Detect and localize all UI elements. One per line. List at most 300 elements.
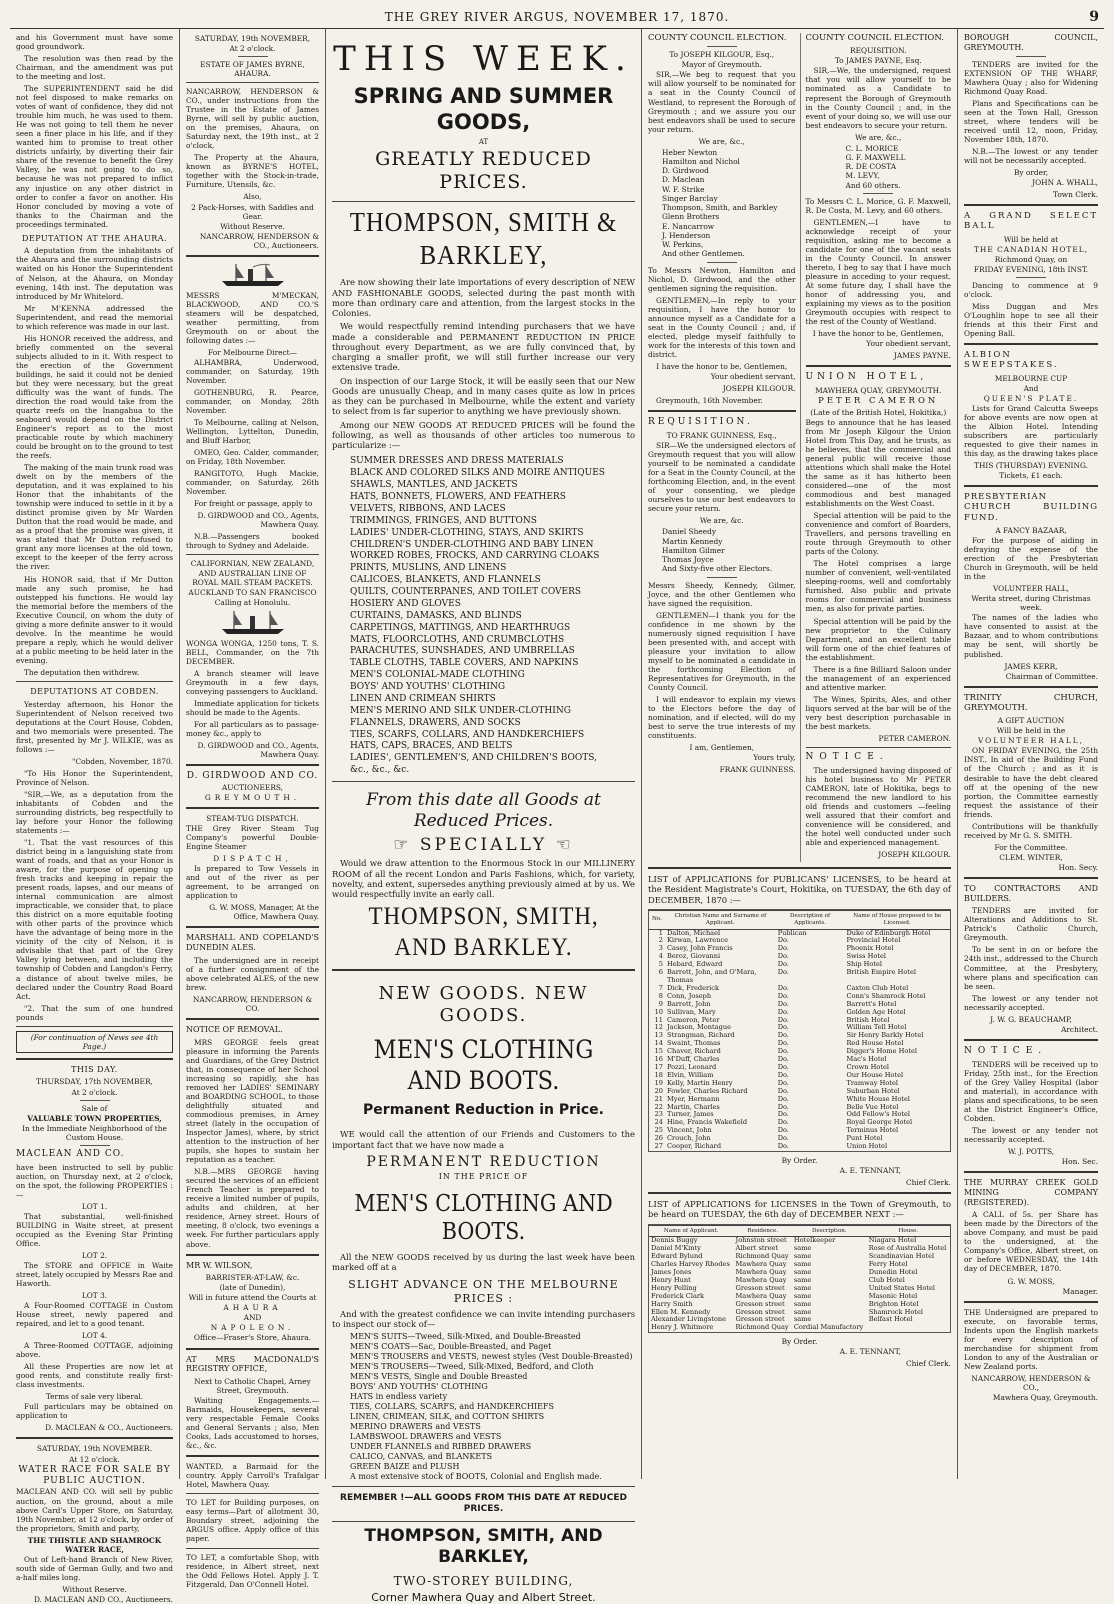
table-cell: Myer, Hermann — [667, 1094, 720, 1103]
table-cell: Do. — [777, 1039, 789, 1048]
ad-line: At 2 o'clock. — [71, 1087, 118, 1097]
table-cell: Masonic Hotel — [868, 1291, 918, 1300]
ad-heading: COUNTY COUNCIL ELECTION. — [648, 33, 787, 43]
table-cell: Cameron, Peter — [667, 1015, 720, 1024]
ad-line: Hon. Secy. — [1058, 862, 1098, 872]
pointing-hand-icon: ☜ — [555, 834, 574, 855]
paragraph: WONGA WONGA, 1250 tons, T. S. BELL, Commander, on the 7th DECEMBER. — [186, 638, 319, 666]
headline-mens-clothing-2: MEN'S CLOTHING AND BOOTS. — [354, 1190, 613, 1245]
list-item: Heber Newton — [662, 147, 718, 157]
table-cell: Do. — [777, 1078, 789, 1087]
table-cell: Fowler, Charles Richard — [667, 1086, 748, 1095]
table-cell: Rose of Australia Hotel — [868, 1244, 947, 1253]
table-cell: 10 — [654, 1007, 663, 1016]
ad-line: PETER CAMERON — [818, 396, 939, 407]
table-cell: Frederick Clark — [651, 1291, 705, 1300]
ad-line: AND — [243, 1313, 262, 1323]
ad-line: VOLUNTEER HALL, — [977, 736, 1085, 746]
list-item: And Sixty-five other Electors. — [662, 564, 773, 574]
table-cell: Crown Hotel — [846, 1062, 889, 1071]
ad-line: By order, — [1013, 167, 1049, 177]
paragraph: The lowest or any tender not necessarily accepted. — [964, 1125, 1098, 1144]
payne-requisition — [800, 33, 952, 862]
divider — [964, 877, 1098, 879]
paragraph: His HONOR received the address, and briefly commented on the several subjects alluded to in it. With respect to the erection of the Government buildings, he said it could not be denied but they were necessary, but the great difficulty was the want of funds. The direction the road would take from the quartz reefs on the Inangahua to the seaboard would depend on the District Engineer's report as to the most practicable route by which machinery could be brought on to the ground to test the reefs. — [16, 333, 173, 461]
list-item: FLANNELS, DRAWERS, AND SOCKS — [350, 717, 521, 728]
paragraph: "2. That the sum of one hundred pounds — [16, 1003, 173, 1022]
paragraph: TO LET for Building purposes, on easy terms—Part of allotment 30, Boundary street, adjoining the ARGUS office. Apply office of this paper. — [186, 1498, 319, 1544]
ad-line: We are, &c., — [698, 136, 745, 146]
divider — [186, 764, 319, 766]
table-cell: same — [793, 1260, 812, 1269]
list-item: And other Gentlemen. — [662, 249, 745, 259]
table-cell: Do. — [777, 960, 789, 969]
table-header-cell: Description. — [792, 1225, 867, 1237]
table-cell: Gresson street — [735, 1315, 785, 1324]
ad-line: Town Clerk. — [1053, 189, 1098, 199]
paragraph: The names of the ladies who have consented to assist at the Bazaar, and to whom contributions may be sent, will shortly be published. — [964, 613, 1098, 659]
headline-address: Corner Mawhera Quay and Albert Street. — [371, 1590, 596, 1604]
paragraph: Is prepared to Tow Vessels in and out of the river as per agreement, to be arranged on application to — [186, 864, 319, 901]
paragraph: His HONOR said, that if Mr Dutton made any such promise, he had outstepped his functions. He would lay the memorial before the members of the Executive Council, on whom the duty of giving a more definite answer to it would devolve. In the meantime he would prepare a reply, which he would deliver at a public meeting to be held later in the evening. — [16, 574, 173, 665]
lot-text: A Four-Roomed COTTAGE in Custom House street, newly papered and repaired, and let to a good tenant. — [16, 1301, 173, 1329]
list-item: LADIES', GENTLEMEN'S, AND CHILDREN'S BOOTS, — [350, 753, 597, 764]
ad-line: Will in future attend the Courts at — [188, 1293, 317, 1303]
divider — [186, 1254, 319, 1256]
list-item: BOYS' AND YOUTHS' CLOTHING — [350, 682, 506, 693]
list-item: MEN'S VESTS, Single and Double Breasted — [350, 1372, 528, 1382]
ad-line: For Melbourne Direct— — [207, 347, 297, 357]
paragraph: OMEO, Geo. Calder, commander, on Friday, 18th November. — [186, 448, 319, 467]
list-item: TIES, COLLARS, SCARFS, and HANDKERCHIEFS — [350, 1402, 554, 1412]
divider — [332, 1521, 635, 1522]
table-cell: Mac's Hotel — [846, 1055, 887, 1064]
signature: J. W. G. BEAUCHAMP, — [990, 1014, 1072, 1024]
table-cell: Do. — [777, 1142, 789, 1151]
paragraph: TO LET, a comfortable Shop, with residence, in Albert street, next the Odd Fellows Hotel. Apply J. T. Fitzgerald, Dan O'Connell Hotel. — [186, 1552, 319, 1589]
table-cell: Mawhera Quay — [735, 1267, 787, 1276]
clothing-list — [350, 1332, 635, 1482]
table-cell: 8 — [658, 991, 663, 1000]
divider — [1016, 56, 1046, 57]
signatory-list — [662, 148, 796, 259]
ad-line: A FANCY BAZAAR, — [995, 526, 1067, 536]
list-item: Martin Kennedy — [662, 536, 723, 546]
table-header-row — [649, 1225, 950, 1237]
table-cell: same — [793, 1307, 812, 1316]
divider — [332, 201, 635, 202]
table-cell: 21 — [654, 1094, 663, 1103]
table-cell: Henry Hunt — [651, 1275, 691, 1284]
divider — [332, 969, 635, 971]
ad-line: Mawhera Quay, Greymouth. — [992, 1392, 1098, 1402]
table-cell: Scandinavian Hotel — [868, 1252, 935, 1261]
table-cell: same — [793, 1267, 812, 1276]
list-item: UNDER FLANNELS and RIBBED DRAWERS — [350, 1442, 532, 1452]
paragraph: Special attention will be paid by the new proprietor to the Culinary Department, and an excellent table will form one of the chief features of the establishment. — [805, 616, 951, 662]
masthead-title: THE GREY RIVER ARGUS, NOVEMBER 17, 1870. — [384, 10, 730, 24]
paragraph: Full particulars may be obtained on application to — [16, 1402, 173, 1421]
ad-heading: COUNTY COUNCIL ELECTION. — [805, 33, 944, 43]
ad-heading: THE MURRAY CREEK GOLD MINING COMPANY (REGISTERED). — [964, 1178, 1098, 1207]
lot-number: LOT 1. — [81, 1201, 108, 1211]
paragraph: GOTHENBURG, R. Pearce, commander, on Monday, 28th November. — [186, 387, 319, 416]
signature: A. E. TENNANT, — [839, 1165, 901, 1175]
headline-firm-name: THOMPSON, SMITH & BARKLEY, — [349, 206, 618, 270]
table-cell: Cooper, Richard — [667, 1142, 722, 1151]
table-cell: Elvin, William — [667, 1070, 714, 1079]
table-cell: Swaint, Thomas — [667, 1039, 721, 1048]
signature: D. GIRDWOOD and CO., Agents, Mawhera Quay. — [197, 740, 319, 759]
table-cell: 4 — [658, 952, 663, 961]
table-cell: Ferry Hotel — [868, 1260, 908, 1269]
paragraph: Out of Left-hand Branch of New River, south side of German Gully, and two and a-half miles long. — [16, 1554, 173, 1582]
divider — [16, 1058, 173, 1060]
list-item: LADIES' UNDER-CLOTHING, STAYS, AND SKIRTS — [350, 527, 584, 538]
table-cell: 15 — [654, 1047, 663, 1056]
ad-line: MELBOURNE CUP — [994, 373, 1068, 383]
table-cell: Richmond Quay — [735, 1323, 789, 1332]
table-cell: same — [793, 1252, 812, 1261]
table-cell: 11 — [654, 1015, 663, 1024]
table-cell: William Tell Hotel — [846, 1023, 907, 1032]
table-cell: Do. — [777, 1031, 789, 1040]
table-cell: Henry Pelling — [651, 1283, 697, 1292]
signature: JOSEPH KILGOUR. — [722, 384, 796, 394]
paragraph: The Property at the Ahaura, known as BYRNE'S HOTEL, together with the Stock-in-trade, Furniture, Utensils, &c. — [186, 153, 319, 190]
table-header-cell: House. — [867, 1225, 950, 1237]
table-header-cell: Christian Name and Surname of Applicant. — [665, 910, 776, 929]
continuation-note: (For continuation of News see 4th Page.) — [16, 1031, 173, 1053]
table-cell: same — [793, 1283, 812, 1292]
list-item: BLACK AND COLORED SILKS AND MOIRE ANTIQUES — [350, 468, 605, 479]
list-item: CALICOES, BLANKETS, AND FLANNELS — [350, 575, 541, 586]
lot-number: LOT 4. — [81, 1331, 108, 1341]
divider — [332, 781, 635, 782]
ad-line: Without Reserve. — [62, 1584, 127, 1594]
table-cell: Daniel M'Kinty — [651, 1244, 701, 1253]
paragraph: For freight or passage, apply to — [194, 499, 313, 509]
table-cell: Cordial Manufactory — [793, 1323, 864, 1332]
table-header-cell: Description of Applicants. — [776, 910, 845, 929]
table-cell: Digger's Home Hotel — [846, 1047, 917, 1056]
steamship-icon — [218, 610, 288, 636]
list-item: D. Girdwood — [662, 166, 709, 176]
table-cell: Kirwan, Lawrence — [667, 936, 729, 945]
paragraph: There is a fine Billiard Saloon under the management of an experienced and attentive marker. — [805, 664, 951, 692]
ad-line: Werita street, during Christmas week. — [971, 594, 1091, 613]
signature: CLEM. WINTER, — [999, 852, 1063, 862]
signature: G. W. MOSS, — [1007, 1276, 1055, 1286]
table-cell: Do. — [777, 1102, 789, 1111]
masthead — [10, 6, 1104, 29]
headline-this-week: THIS WEEK. — [333, 39, 634, 79]
table-cell: Brighton Hotel — [868, 1299, 919, 1308]
table-cell: Do. — [777, 1134, 789, 1143]
divider — [186, 255, 319, 257]
table-cell: Mawhera Quay — [735, 1275, 787, 1284]
headline-remember: REMEMBER !—ALL GOODS FROM THIS DATE AT REDUCED PRICES. — [340, 1493, 627, 1515]
ad-line: By Order. — [781, 1337, 818, 1347]
ad-line: Chief Clerk. — [906, 1178, 951, 1187]
paragraph: "SIR,—We, as a deputation from the inhabitants of Cobden and the surrounding districts, beg respectfully to lay before your Honor the following statements :— — [16, 789, 173, 835]
table-cell: Do. — [777, 1118, 789, 1127]
list-item: Glenn Brothers — [662, 212, 720, 222]
table-cell: Tramway Hotel — [846, 1078, 898, 1087]
divider — [648, 410, 796, 412]
ad-heading: ESTATE OF JAMES BYRNE, AHAURA. — [200, 60, 305, 79]
paragraph: Begs to announce that he has leased from Mr Joseph Kilgour the Union Hotel from This Day, and he trusts, as he believes, that the commercial and general public will receive those attentions which shall make the Hotel the same as it has hitherto been considered—one of the most commodious and best managed establishments on the West Coast. — [805, 417, 951, 509]
paragraph: To Melbourne, calling at Nelson, Wellington, Lyttelton, Dunedin, and Bluff Harbor, — [186, 418, 319, 446]
ad-heading: CALIFORNIAN, NEW ZEALAND, AND AUSTRALIAN LINE OF ROYAL MAIL STEAM PACKETS. — [190, 559, 315, 587]
paragraph: GENTLEMEN—I thank you for the confidence in me shown by the numerously signed requisition I have been presented with, and accept with pleasure your invitation to allow myself to be nominated a candidate in the forthcoming Election of Representatives for Greymouth, in the County Council. — [648, 610, 796, 692]
divider — [964, 686, 1098, 688]
table-cell: same — [793, 1291, 812, 1300]
paragraph: Among our NEW GOODS AT REDUCED PRICES will be found the following, as well as thousands of other articles too numerous to particularize :— — [332, 419, 635, 451]
table-cell: Do. — [777, 1110, 789, 1119]
ad-line: By Order. — [781, 1155, 818, 1165]
kilgour-requisition — [648, 33, 800, 862]
page-number: 9 — [1089, 9, 1100, 25]
headline-firm-name-2: THOMPSON, SMITH, AND BARKLEY. — [368, 903, 599, 961]
ad-line: Hon. Sec. — [1061, 1157, 1098, 1167]
table-cell: Do. — [777, 999, 789, 1008]
table-cell: 13 — [654, 1031, 663, 1040]
table-cell: Dennis Buggy — [651, 1236, 698, 1245]
paragraph: To be sent in on or before the 24th inst., addressed to the Church Committee, at the Presbytery, where plans and specification can be seen. — [964, 945, 1098, 991]
ad-line: At 2 o'clock. — [229, 44, 276, 54]
list-item: Singer Barclay — [662, 193, 718, 203]
ad-line: THURSDAY, 17th NOVEMBER, — [36, 1077, 153, 1087]
paragraph: And with the greatest confidence we can invite intending purchasers to inspect our stock of— — [332, 1308, 635, 1330]
ad-heading: WATER RACE FOR SALE BY PUBLIC AUCTION. — [18, 1464, 171, 1486]
paragraph: MRS GEORGE feels great pleasure in informing the Parents and Guardians, of the Grey District that, in consequence of her School increasing so rapidly, she has removed her LADIES' SEMINARY and BOARDING SCHOOL, to those delightfully situated and commodious premises, in Arney street (lately in the occupation of Inspector James), where, by strict attention to the instruction of her pupils, she hopes to sustain her reputation as a teacher. — [186, 1037, 319, 1165]
divider — [332, 1486, 635, 1487]
table-cell: Dick, Frederick — [667, 983, 719, 992]
headline-spring-summer: SPRING AND SUMMER GOODS, — [353, 84, 614, 135]
paragraph: The SUPERINTENDENT said he did not feel disposed to make remarks on votes of want of confidence, they did not trouble him much, he was used to them. He was not going to tell them he never seen a finer place in his life, and if they wanted him to promise to treat other districts unfairly, by diverting their fair share of the revenue to benefit the Grey Valley, he was not going to do so, because he was not prepared to inflict any injustice on any other district in order to confer a favor on another. His Honor concluded by moving a vote of thanks to the Chairman and the proceedings terminated. — [16, 84, 173, 229]
list-item: R. DE COSTA — [845, 162, 897, 172]
table-cell: M'Duff, Charles — [667, 1055, 720, 1064]
list-item: CALICO, CANVAS, and BLANKETS — [350, 1452, 493, 1462]
table-cell: Belle Vue Hotel — [846, 1102, 899, 1111]
table-cell: British Hotel — [846, 1015, 890, 1024]
divider — [964, 1301, 1098, 1303]
list-item: SHAWLS, MANTLES, AND JACKETS — [350, 480, 518, 491]
signature: JAMES PAYNE. — [893, 351, 951, 361]
table-cell: 25 — [654, 1126, 663, 1135]
paragraph: Miss Duggan and Mrs O'Loughlin hope to see all their friends at this their First and Opening Ball. — [964, 301, 1098, 338]
ad-heading: ALBION SWEEPSTAKES. — [964, 349, 1059, 371]
signatory-list — [662, 527, 796, 573]
ad-heading: MR W. WILSON, — [186, 1260, 253, 1270]
ad-heading: AT MRS MACDONALD'S REGISTRY OFFICE, — [186, 1354, 319, 1374]
table-cell: Caxton Club Hotel — [846, 983, 909, 992]
paragraph: GENTLEMEN,—I have to acknowledge receipt of your requisition, asking me to become a candidate for one of the vacant seats in the County Council. In answer thereto, I beg to say that I have much pleasure in acceding to your request. At some future day, I shall have the honor of addressing you, and explaining my views as to the position Greymouth occupies with respect to the rest of the County of Westland. — [805, 217, 951, 327]
list-item: J. Henderson — [662, 230, 711, 240]
ad-line: We are, &c., — [855, 132, 902, 142]
table-cell: 23 — [654, 1110, 663, 1119]
headline-two-storey: TWO-STOREY BUILDING, — [393, 1573, 574, 1588]
list-item: Daniel Sheedy — [662, 527, 717, 537]
specially-label: SPECIALLY — [419, 834, 548, 855]
table-cell: Casey, John Francis — [667, 944, 733, 953]
paragraph: WE would call the attention of our Friends and Customers to the important fact that we have now made a — [332, 1129, 635, 1150]
paragraph: I will endeavor to explain my views to the Electors before the day of nomination, and if elected, will do my best to serve the true interests of my constituents. — [648, 695, 796, 741]
table-cell: Barrett, John — [667, 999, 711, 1008]
ad-line: Next to Catholic Chapel, Arney Street, Greymouth. — [194, 1377, 311, 1396]
ad-line: GREYMOUTH. — [204, 793, 301, 802]
paragraph: SIR,—We beg to request that you will allow yourself to be nominated for a seat in the County Council of Westland, to represent the Borough of Greymouth ; and we assure you our best endeavors shall be used to secure your return. — [648, 70, 796, 134]
divider — [964, 204, 1098, 206]
table-cell: Alexander Livingstone — [651, 1315, 726, 1324]
paragraph: SIR,—We, the undersigned, request that you will allow yourself to be nominated as a Candidate to represent the Borough of Greymouth in the County Council ; and, in the event of your doing so, we will use our best endeavors to secure your return. — [805, 66, 951, 130]
ad-line: SATURDAY, 19th NOVEMBER, — [194, 34, 311, 43]
divider — [186, 82, 319, 83]
table-cell: Duke of Edinburgh Hotel — [846, 928, 931, 937]
ad-line: MAWHERA QUAY, GREYMOUTH. — [815, 386, 942, 396]
table-cell: Gresson street — [735, 1283, 785, 1292]
table-cell: 16 — [654, 1055, 663, 1064]
table-cell: Swiss Hotel — [846, 952, 886, 961]
list-item: MEN'S MERINO AND SILK UNDER-CLOTHING — [350, 705, 571, 716]
headline-firm-name-3: THOMPSON, SMITH, AND BARKLEY, — [364, 1526, 603, 1568]
divider — [186, 807, 319, 809]
ad-line: Will be held at — [1003, 234, 1059, 244]
ad-line: 2 Pack-Horses, with Saddles and Gear. — [191, 202, 314, 221]
table-cell: Johnston street — [735, 1236, 787, 1245]
ad-line: Also, — [243, 192, 262, 202]
town-license-table — [648, 1224, 951, 1334]
headline-mens-clothing: MEN'S CLOTHING AND BOOTS. — [373, 1035, 594, 1095]
table-cell: Barrett, John, and O'Mara, Thomas — [667, 968, 757, 984]
divider — [16, 1026, 173, 1027]
paragraph: The making of the main trunk road was dwelt on by the members of the deputation, and it was explained to his Honor that the inhabitants of the township were induced to settle in it by a distinct promise given by Mr Warden Dutton that the road would be made, and as a proof that the promise was given, it was stated that Mr Dutton refused to grant any more licenses at the old town, except to the keeper of the ferry across the river. — [16, 463, 173, 572]
table-cell: Strangman, Richard — [667, 1031, 735, 1040]
divider — [16, 681, 173, 682]
section-heading: DEPUTATION AT THE AHAURA. — [21, 233, 168, 243]
table-cell: Ship Hotel — [846, 960, 883, 969]
ad-line: THE CANADIAN HOTEL, — [974, 244, 1088, 254]
paragraph: The lowest or any tender not necessarily accepted. — [964, 993, 1098, 1012]
list-item: MEN'S COLONIAL-MADE CLOTHING — [350, 670, 525, 681]
table-cell: Conn's Shamrock Hotel — [846, 991, 926, 1000]
ad-line: I have the honor to be, Gentlemen, — [656, 361, 788, 371]
paragraph: For all particulars as to passage-money &c., apply to — [186, 719, 319, 738]
signature: NANCARROW, HENDERSON & CO., Auctioneers. — [199, 231, 319, 250]
table-cell: Punt Hotel — [846, 1134, 883, 1143]
table-cell: Do. — [777, 1047, 789, 1056]
list-item: GREEN BAIZE and PLUSH — [350, 1462, 460, 1472]
table-cell: Shamrock Hotel — [868, 1307, 923, 1316]
divider — [964, 343, 1098, 345]
divider — [186, 554, 319, 555]
list-item: Hamilton Gilmer — [662, 545, 725, 555]
list-item: MEN'S SUITS—Tweed, Silk-Mixed, and Double-Breasted — [350, 1332, 581, 1342]
divider — [964, 485, 1098, 487]
ad-line: Sale of — [81, 1103, 108, 1113]
table-cell: Vincent, John — [667, 1126, 712, 1135]
table-cell: Do. — [777, 936, 789, 945]
divider — [186, 1348, 319, 1350]
table-cell: Martin, Charles — [667, 1102, 720, 1111]
ad-line: I am, Gentlemen, — [689, 743, 755, 753]
ad-line: Chief Clerk. — [906, 1359, 951, 1369]
paragraph: Messrs Sheedy, Kennedy, Gilmer, Joyce, and the other Gentlemen who have signed the requisition. — [648, 580, 796, 608]
paragraph: TENDERS are invited for Alterations and Additions to St. Patrick's Catholic Church, Greymouth. — [964, 906, 1098, 943]
table-cell: Hine, Francis Wakefield — [667, 1118, 748, 1127]
ad-line: DISPATCH, — [213, 854, 292, 864]
paragraph: Contributions will be thankfully received by Mr G. S. SMITH. — [964, 821, 1098, 840]
list-item: MERINO DRAWERS and VESTS — [350, 1422, 481, 1432]
table-header-cell: Name of House proposed to be Licensed. — [844, 910, 950, 929]
table-header-row — [649, 910, 950, 929]
ad-line: AUCTIONEERS, — [221, 782, 284, 792]
ad-line: THIS (THURSDAY) EVENING. — [974, 460, 1088, 470]
ad-line: Without Reserve. — [220, 221, 285, 231]
table-cell: Sir Henry Barkly Hotel — [846, 1031, 924, 1040]
table-cell: 2 — [658, 936, 663, 945]
paragraph: N.B.—The lowest or any tender will not be necessarily accepted. — [964, 146, 1098, 165]
table-cell: same — [793, 1315, 812, 1324]
table-cell: Niagara Hotel — [868, 1236, 917, 1245]
table-cell: Mawhera Quay — [735, 1291, 787, 1300]
table-cell: Jackson, Montague — [667, 1023, 731, 1032]
divider — [648, 867, 951, 869]
list-item: A most extensive stock of BOOTS, Colonial and English made. — [350, 1472, 602, 1482]
list-item: G. F. MAXWELL — [845, 152, 906, 162]
signature: PETER CAMERON. — [878, 733, 951, 743]
paragraph: The resolution was then read by the Chairman, and the amendment was put to the meeting and lost. — [16, 54, 173, 82]
list-item: VELVETS, RIBBONS, AND LACES — [350, 503, 506, 514]
paragraph: and his Government must have some good groundwork. — [16, 33, 173, 52]
table-body — [649, 929, 950, 1151]
table-cell: Hebard, Edward — [667, 960, 723, 969]
list-item: WORKED ROBES, FROCKS, AND CARRYING CLOAKS — [350, 551, 600, 562]
ad-line: NAPOLEON. — [210, 1323, 295, 1333]
ad-heading: LIST of APPLICATIONS for LICENSES in the Town of Greymouth, to be heard on TUESDAY, the 6th day of DECEMBER NEXT :— — [648, 1199, 951, 1220]
section-heading: DEPUTATIONS AT COBDEN. — [30, 686, 159, 696]
table-cell: Do. — [777, 1062, 789, 1071]
list-item: LAMBSWOOL DRAWERS and VESTS — [350, 1432, 502, 1442]
ad-heading: PRESBYTERIAN CHURCH BUILDING FUND. — [964, 492, 1098, 523]
ad-line: Richmond Quay, on — [994, 254, 1068, 264]
table-cell: Charles Harvey Rhodes — [651, 1260, 730, 1269]
ad-line: Architect. — [1061, 1024, 1098, 1034]
table-cell: Conn, Joseph — [667, 991, 712, 1000]
table-cell: 1 — [658, 928, 663, 937]
list-item: M. LEVY, — [845, 171, 880, 181]
signature: JOSEPH KILGOUR. — [878, 850, 951, 860]
paragraph: Waiting Engagements.—Barmaids, Housekeepers, several very respectable Female Cooks and General Servants ; also, Men Cooks, Lads accustomed to horses, &c., &c. — [186, 1396, 319, 1451]
list-item: MEN'S COATS—Sac, Double-Breasted, and Paget — [350, 1342, 552, 1352]
ad-heading: MARSHALL AND COPELAND'S DUNEDIN ALES. — [186, 933, 319, 953]
lot-text: The STORE and OFFICE in Waite street, lately occupied by Messrs Rae and Haworth. — [16, 1260, 173, 1288]
table-cell: 27 — [654, 1142, 663, 1151]
table-row — [649, 1143, 950, 1151]
ad-line: Chairman of Committee. — [1005, 671, 1098, 681]
divider — [707, 577, 737, 578]
ad-line: To JOSEPH KILGOUR, Esq., — [669, 50, 775, 60]
table-cell: Edward Bylund — [651, 1252, 703, 1261]
paragraph: "To His Honor the Superintendent, Province of Nelson. — [16, 768, 173, 787]
table-cell: Publican — [777, 928, 807, 937]
divider — [648, 1192, 951, 1194]
ad-heading: D. GIRDWOOD AND CO. — [186, 771, 319, 781]
table-cell: Gresson street — [735, 1307, 785, 1316]
table-cell: Golden Age Hotel — [846, 1007, 906, 1016]
paragraph: Yesterday afternoon, his Honor the Superintendent of Nelson received two deputations at the Court House, Cobden, and two memorials were presented. The first, presented by Mr J. WILKIE, was as follows :— — [16, 699, 173, 754]
